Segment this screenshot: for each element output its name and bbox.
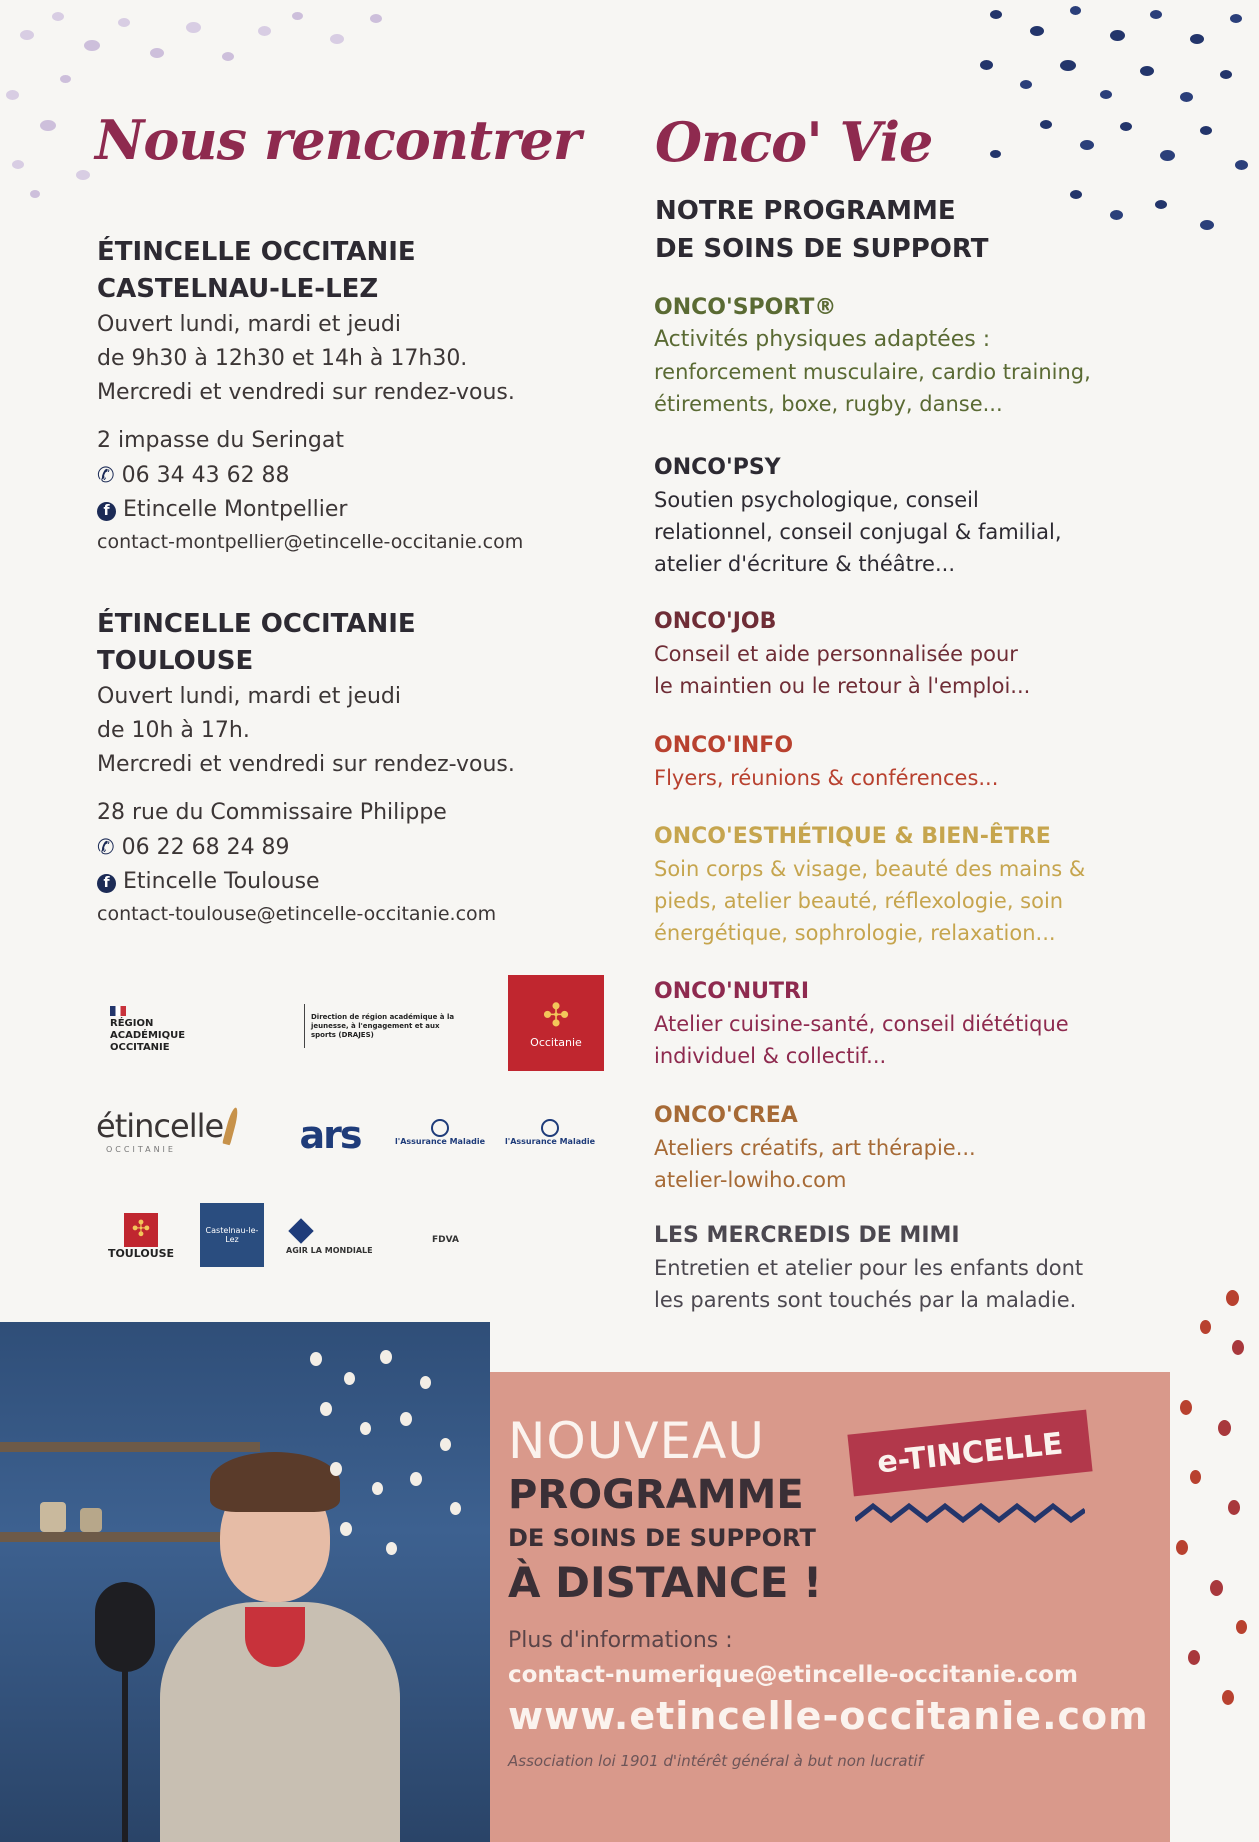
flame-icon	[222, 1106, 240, 1145]
program-heading: NOTRE PROGRAMME DE SOINS DE SUPPORT	[655, 196, 989, 264]
promo-panel	[490, 1372, 1170, 1842]
phone-row	[97, 458, 617, 493]
section-onco-esthetique: ONCO'ESTHÉTIQUE & BIEN-ÊTRE Soin corps & visage, beauté des mains & pieds, atelier beauté, réflexologie, soin énergétique, sophrologie, relaxation...	[654, 824, 1086, 945]
logo-region-occitanie: ✣ Occitanie	[508, 975, 604, 1071]
location-name-line1: ÉTINCELLE OCCITANIE	[97, 609, 416, 639]
logo-region-academique: RÉGION ACADÉMIQUE OCCITANIE	[110, 990, 280, 1070]
location-castelnau	[97, 234, 617, 557]
section-onco-info: ONCO'INFO Flyers, réunions & conférences...	[654, 733, 999, 790]
logo-mairie-toulouse: ✣ TOULOUSE	[100, 1205, 182, 1267]
atelier-lowiho-link[interactable]: atelier-lowiho.com	[654, 1168, 847, 1192]
promo-footer: Association loi 1901 d'intérêt général à but non lucratif	[508, 1752, 923, 1770]
section-onco-psy: ONCO'PSY Soutien psychologique, conseil relationnel, conseil conjugal & familial, atelier d'écriture & théâtre...	[654, 455, 1062, 576]
nous-rencontrer-title: Nous rencontrer	[95, 108, 581, 172]
section-onco-sport: ONCO'SPORT® Activités physiques adaptées : renforcement musculaire, cardio training, étirements, boxe, rugby, danse...	[654, 295, 1091, 416]
logo-castelnau: Castelnau-le-Lez	[200, 1203, 264, 1267]
logo-fdva: FDVA	[432, 1235, 459, 1245]
hours-line: Ouvert lundi, mardi et jeudi	[97, 684, 402, 709]
address: 2 impasse du Seringat	[97, 428, 345, 453]
phone-number[interactable]: 06 22 68 24 89	[121, 835, 290, 860]
logo-drajes: Direction de région académique à la jeunesse, à l'engagement et aux sports (DRAJES)	[304, 1004, 476, 1048]
assurance-icon	[541, 1119, 559, 1137]
toulouse-cross-icon: ✣	[124, 1213, 158, 1247]
mic-stand	[122, 1667, 128, 1842]
promo-info: Plus d'informations :	[508, 1628, 733, 1653]
promo-soins: DE SOINS DE SUPPORT	[508, 1524, 816, 1552]
promo-programme: PROGRAMME	[508, 1472, 804, 1518]
flag-icon	[110, 1006, 126, 1016]
promo-photo	[0, 1322, 490, 1842]
facebook-icon: f	[97, 874, 116, 893]
sections-list	[654, 292, 1174, 1316]
microphone-icon	[95, 1582, 155, 1672]
assurance-icon	[431, 1119, 449, 1137]
diamond-icon	[288, 1218, 313, 1243]
logo-assurance-maladie-1: l'Assurance Maladie	[395, 1110, 485, 1154]
facebook-link[interactable]: Etincelle Toulouse	[123, 869, 320, 894]
decorative-dots-top-right	[960, 0, 1259, 260]
promo-nouveau: NOUVEAU	[508, 1412, 765, 1470]
onco-vie-title: Onco' Vie	[655, 110, 933, 174]
phone-icon: ✆	[97, 835, 115, 859]
address: 28 rue du Commissaire Philippe	[97, 800, 447, 825]
section-onco-crea: ONCO'CREA Ateliers créatifs, art thérapie... atelier-lowiho.com	[654, 1100, 1174, 1220]
hours-line: Ouvert lundi, mardi et jeudi	[97, 312, 402, 337]
section-mercredis-de-mimi: LES MERCREDIS DE MIMI Entretien et atelier pour les enfants dont les parents sont touchés par la maladie.	[654, 1223, 1084, 1312]
promo-email-link[interactable]: contact-numerique@etincelle-occitanie.com	[508, 1662, 1078, 1688]
logo-agir-la-mondiale: AGIR LA MONDIALE	[286, 1215, 416, 1261]
location-name-line1: ÉTINCELLE OCCITANIE	[97, 237, 416, 267]
decorative-dots-red	[1170, 1280, 1259, 1730]
location-name-line2: CASTELNAU-LE-LEZ	[97, 274, 379, 304]
jar	[40, 1502, 66, 1532]
location-toulouse	[97, 606, 617, 929]
location-name-line2: TOULOUSE	[97, 646, 254, 676]
zigzag-decoration	[855, 1492, 1085, 1532]
facebook-row	[97, 493, 617, 527]
hours-line: de 10h à 17h.	[97, 718, 250, 743]
section-onco-job: ONCO'JOB Conseil et aide personnalisée pour le maintien ou le retour à l'emploi...	[654, 609, 1031, 698]
phone-icon: ✆	[97, 463, 115, 487]
photo-dots	[300, 1342, 480, 1582]
phone-row	[97, 830, 617, 865]
hours-line: de 9h30 à 12h30 et 14h à 17h30.	[97, 346, 468, 371]
hours-line: Mercredi et vendredi sur rendez-vous.	[97, 752, 515, 777]
promo-website-link[interactable]: www.etincelle-occitanie.com	[508, 1694, 1149, 1738]
email-link[interactable]: contact-toulouse@etincelle-occitanie.com	[97, 903, 497, 925]
phone-number[interactable]: 06 34 43 62 88	[121, 463, 290, 488]
logo-etincelle: étincelle OCCITANIE	[96, 1090, 266, 1170]
hours-line: Mercredi et vendredi sur rendez-vous.	[97, 380, 515, 405]
section-onco-nutri: ONCO'NUTRI Atelier cuisine-santé, conseil diététique individuel & collectif...	[654, 979, 1069, 1068]
occitan-cross-icon: ✣	[542, 995, 570, 1034]
e-tincelle-badge: e-TINCELLE	[847, 1410, 1092, 1497]
facebook-link[interactable]: Etincelle Montpellier	[123, 497, 348, 522]
logo-assurance-maladie-2: l'Assurance Maladie	[505, 1110, 595, 1154]
jar	[80, 1508, 102, 1532]
email-link[interactable]: contact-montpellier@etincelle-occitanie.com	[97, 531, 524, 553]
logo-ars: ars	[299, 1113, 361, 1157]
facebook-icon: f	[97, 502, 116, 521]
facebook-row	[97, 865, 617, 899]
promo-distance: À DISTANCE !	[508, 1558, 823, 1607]
